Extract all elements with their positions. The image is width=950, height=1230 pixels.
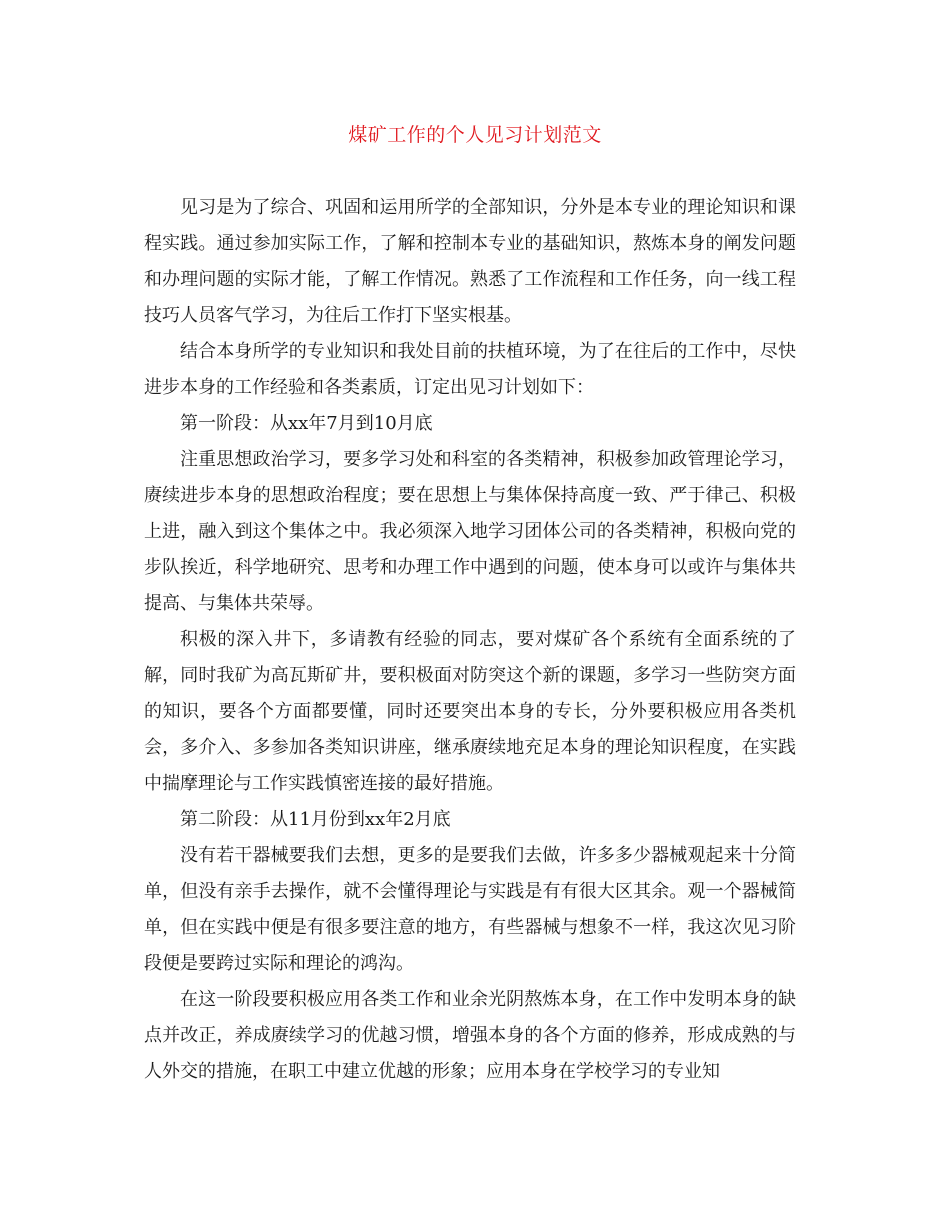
document-body xyxy=(144,190,796,1090)
paragraph: 在这一阶段要积极应用各类工作和业余光阴熬炼本身，在工作中发明本身的缺点并改正，养成赓续学习的优越习惯，增强本身的各个方面的修养，形成成熟的与人外交的措施，在职工中建立优越的形象；应用本身在学校学习的专业知 xyxy=(144,989,796,1082)
paragraph: 注重思想政治学习，要多学习处和科室的各类精神，积极参加政管理论学习，赓续进步本身的思想政治程度；要在思想上与集体保持高度一致、严于律己、积极上进，融入到这个集体之中。我必须深入地学习团体公司的各类精神，积极向党的步队挨近，科学地研究、思考和办理工作中遇到的问题，使本身可以或许与集体共提高、与集体共荣辱。 xyxy=(144,449,796,614)
paragraph: 见习是为了综合、巩固和运用所学的全部知识，分外是本专业的理论知识和课程实践。通过参加实际工作，了解和控制本专业的基础知识，熬炼本身的阐发问题和办理问题的实际才能，了解工作情况。熟悉了工作流程和工作任务，向一线工程技巧人员客气学习，为往后工作打下坚实根基。 xyxy=(144,197,796,326)
paragraph: 积极的深入井下，多请教有经验的同志，要对煤矿各个系统有全面系统的了解，同时我矿为高瓦斯矿井，要积极面对防突这个新的课题，多学习一些防突方面的知识，要各个方面都要懂，同时还要突出本身的专长，分外要积极应用各类机会，多介入、多参加各类知识讲座，继承赓续地充足本身的理论知识程度，在实践中揣摩理论与工作实践慎密连接的最好措施。 xyxy=(144,629,796,794)
paragraph: 没有若干器械要我们去想，更多的是要我们去做，许多多少器械观起来十分简单，但没有亲手去操作，就不会懂得理论与实践是有有很大区其余。观一个器械简单，但在实践中便是有很多要注意的地方，有些器械与想象不一样，我这次见习阶段便是要跨过实际和理论的鸿沟。 xyxy=(144,845,796,974)
section-heading: 第一阶段：从xx年7月到10月底 xyxy=(180,413,433,434)
document-title: 煤矿工作的个人见习计划范文 xyxy=(348,124,602,146)
paragraph: 结合本身所学的专业知识和我处目前的扶植环境，为了在往后的工作中，尽快进步本身的工作经验和各类素质，订定出见习计划如下： xyxy=(144,341,796,398)
section-heading: 第二阶段：从11月份到xx年2月底 xyxy=(180,809,451,830)
